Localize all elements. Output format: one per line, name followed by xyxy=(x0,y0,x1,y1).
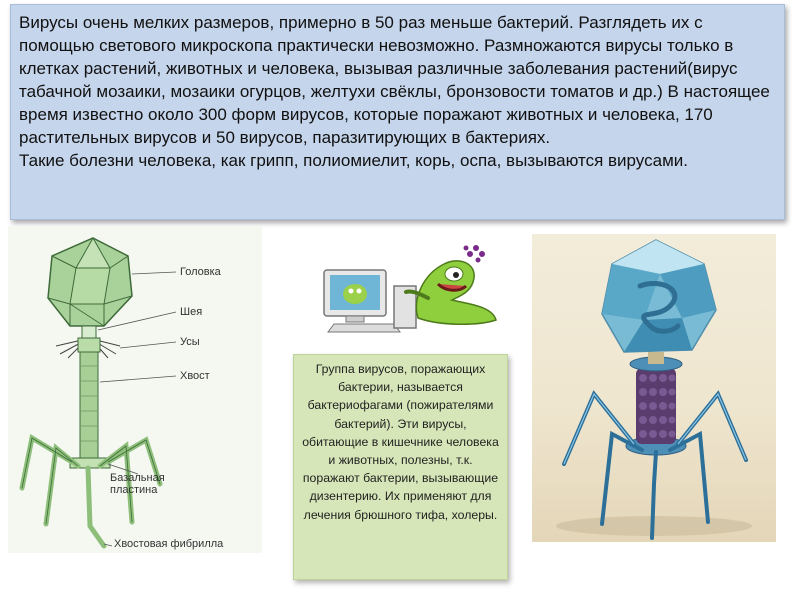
label-whiskers: Усы xyxy=(180,336,200,348)
phage-3d-illustration xyxy=(532,234,776,542)
label-tail: Хвост xyxy=(180,370,210,382)
phage-3d-model xyxy=(532,234,776,542)
intro-text-box xyxy=(10,4,785,220)
phage-diagram-illustration xyxy=(8,226,262,553)
phage-diagram xyxy=(8,226,262,553)
label-neck: Шея xyxy=(180,306,203,318)
cartoon-virus-computer xyxy=(320,234,500,334)
intro-diseases-paragraph: Такие болезни человека, как грипп, полиомиелит, корь, оспа, вызываются вирусами. xyxy=(19,151,688,170)
bacteriophage-info-box xyxy=(293,354,508,580)
label-tail-fibril: Хвостовая фибрилла xyxy=(114,538,224,550)
intro-paragraph: Вирусы очень мелких размеров, примерно в 50 раз меньше бактерий. Разглядеть их с помощью светового микроскопа практически невозможно. Размножаются вирусы только в клетках растений, животных и человека, вызывая различные заболевания растений(вирус табачной мозаики, мозаики огурцов, желтухи свёклы, бронзовости томатов и др.) В настоящее время известно около 300 форм вирусов, которые поражают животных и человека, 170 растительных вирусов и 50 вирусов, паразитирующих в бактериях. xyxy=(19,13,770,147)
cartoon-illustration xyxy=(320,234,500,334)
label-head: Головка xyxy=(180,266,221,278)
label-basal-plate-line2: пластина xyxy=(110,484,158,496)
label-basal-plate-line1: Базальная xyxy=(110,472,165,484)
bacteriophage-info-text: Группа вирусов, поражающих бактерии, называется бактериофагами (пожирателями бактерий). Эти вирусы, обитающие в кишечнике человека и животных, полезны, т.к. поражают бактерии, вызывающие дизентерию. Их применяют для лечения брюшного тифа, холеры. xyxy=(302,362,499,522)
